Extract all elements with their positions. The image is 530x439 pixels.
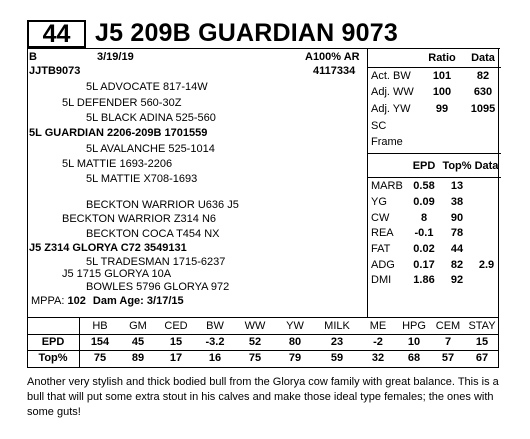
mppa-label: MPPA: <box>31 295 65 307</box>
epd-value: 15 <box>169 336 183 348</box>
carcass-row-top: 90 <box>450 212 464 224</box>
top-value: 68 <box>407 352 421 364</box>
top-value: 89 <box>131 352 145 364</box>
perf-row-ratio: 99 <box>435 103 449 115</box>
top-value: 75 <box>248 352 262 364</box>
epd-value: -3.2 <box>205 336 225 348</box>
carcass-row-label: CW <box>371 212 390 224</box>
top-value: 17 <box>169 352 183 364</box>
performance-panel <box>367 48 500 318</box>
top-value: 59 <box>330 352 344 364</box>
epd-col-header: MILK <box>324 320 350 332</box>
carcass-row-label: FAT <box>371 243 391 255</box>
perf-row-label: Act. BW <box>371 70 411 82</box>
perf-row-ratio: 101 <box>432 70 452 82</box>
tattoo: JJTB9073 <box>29 65 81 77</box>
epd-value: 80 <box>288 336 302 348</box>
carcass-row-epd: 0.09 <box>413 196 435 208</box>
carcass-row-top: 44 <box>450 243 464 255</box>
carcass-row-label: ADG <box>371 259 395 271</box>
epd-value: 10 <box>407 336 421 348</box>
epd-col-header: CEM <box>435 320 461 332</box>
epd-col-header: STAY <box>468 320 496 332</box>
carcass-row-label: DMI <box>371 274 392 286</box>
carcass-row-epd: 0.17 <box>413 259 435 271</box>
perf-row-ratio: 100 <box>432 86 452 98</box>
top-value: 57 <box>441 352 455 364</box>
sex: B <box>29 51 37 63</box>
epd-col-header: GM <box>129 320 147 332</box>
epd-value: 15 <box>475 336 489 348</box>
carcass-row-label: MARB <box>371 180 403 192</box>
perf-row-label: Adj. WW <box>371 86 414 98</box>
epd-value: 154 <box>90 336 110 348</box>
description: Another very stylish and thick bodied bull from the Glorya cow family with great balance. This is a bull that will put some extra stout in his calves and make those ideal type females; the ones with some guts! <box>27 376 499 418</box>
perf-row-label: Adj. YW <box>371 103 411 115</box>
pedigree-sss: 5L ADVOCATE 817-14W <box>86 81 208 93</box>
carcass-row-epd: 0.02 <box>413 243 435 255</box>
epd-value: 52 <box>248 336 262 348</box>
dam-age-value: 3/17/15 <box>146 295 184 307</box>
top-value: 79 <box>288 352 302 364</box>
top-value: 75 <box>93 352 107 364</box>
epd-col-header: HB <box>92 320 108 332</box>
epd-col-header: CED <box>164 320 188 332</box>
carcass-data-header: Data <box>474 160 499 172</box>
birth-date: 3/19/19 <box>97 51 134 63</box>
ratio-header: Ratio <box>428 52 456 64</box>
epd-value: -2 <box>373 336 383 348</box>
pedigree-sire: 5L GUARDIAN 2206-209B 1701559 <box>29 127 208 139</box>
pedigree-sd: 5L MATTIE 1693-2206 <box>62 158 173 170</box>
info-box <box>27 48 499 318</box>
epd-header: EPD <box>412 160 436 172</box>
breed: A100% AR <box>305 51 360 63</box>
carcass-row-label: YG <box>371 196 387 208</box>
pedigree-ddd: BOWLES 5796 GLORYA 972 <box>86 281 230 293</box>
perf-row-data: 1095 <box>470 103 496 115</box>
pedigree-sdd: 5L MATTIE X708-1693 <box>86 173 198 185</box>
pedigree-ssd: 5L BLACK ADINA 525-560 <box>86 112 216 124</box>
pedigree-ds: BECKTON WARRIOR Z314 N6 <box>62 213 217 225</box>
top-value: 16 <box>208 352 222 364</box>
epd-col-header: HPG <box>402 320 426 332</box>
carcass-row-top: 38 <box>450 196 464 208</box>
data-header: Data <box>471 52 495 64</box>
carcass-row-top: 78 <box>450 227 464 239</box>
pedigree-dds: 5L TRADESMAN 1715-6237 <box>86 256 226 268</box>
pedigree-dss: BECKTON WARRIOR U636 J5 <box>86 199 239 211</box>
perf-row-data: 82 <box>476 70 490 82</box>
epd-col-header: WW <box>244 320 266 332</box>
epd-table <box>27 318 499 368</box>
carcass-row-label: REA <box>371 227 394 239</box>
epd-row-label: EPD <box>41 336 65 348</box>
pedigree-dsd: BECKTON COCA T454 NX <box>86 228 220 240</box>
pedigree-dd: J5 1715 GLORYA 10A <box>62 268 172 280</box>
epd-value: 23 <box>330 336 344 348</box>
top-header: Top% <box>442 160 472 172</box>
mppa-line <box>31 295 184 308</box>
carcass-row-epd: 0.58 <box>413 180 435 192</box>
epd-col-header: BW <box>206 320 224 332</box>
carcass-row-top: 92 <box>450 274 464 286</box>
pedigree-dam: J5 Z314 GLORYA C72 3549131 <box>29 242 187 254</box>
carcass-row-top: 82 <box>450 259 464 271</box>
carcass-row-epd: 1.86 <box>413 274 435 286</box>
perf-row-data: 630 <box>473 86 493 98</box>
carcass-row-epd: 8 <box>420 212 428 224</box>
top-row-label: Top% <box>38 352 68 364</box>
lot-number: 44 <box>27 20 86 48</box>
pedigree-sds: 5L AVALANCHE 525-1014 <box>86 143 215 155</box>
carcass-row-epd: -0.1 <box>414 227 434 239</box>
epd-col-header: YW <box>286 320 304 332</box>
carcass-row-data: 2.9 <box>478 259 495 271</box>
dam-age-label: Dam Age: <box>92 295 144 307</box>
perf-row-label: SC <box>371 120 387 132</box>
registration-number: 4117334 <box>313 65 356 77</box>
epd-col-header: ME <box>369 320 387 332</box>
epd-value: 45 <box>131 336 145 348</box>
epd-value: 7 <box>444 336 452 348</box>
top-value: 67 <box>475 352 489 364</box>
carcass-row-top: 13 <box>450 180 464 192</box>
animal-name: J5 209B GUARDIAN 9073 <box>95 19 398 47</box>
mppa-value: 102 <box>67 295 86 307</box>
pedigree-ss: 5L DEFENDER 560-30Z <box>62 97 182 109</box>
perf-row-label: Frame <box>371 136 403 148</box>
top-value: 32 <box>371 352 385 364</box>
